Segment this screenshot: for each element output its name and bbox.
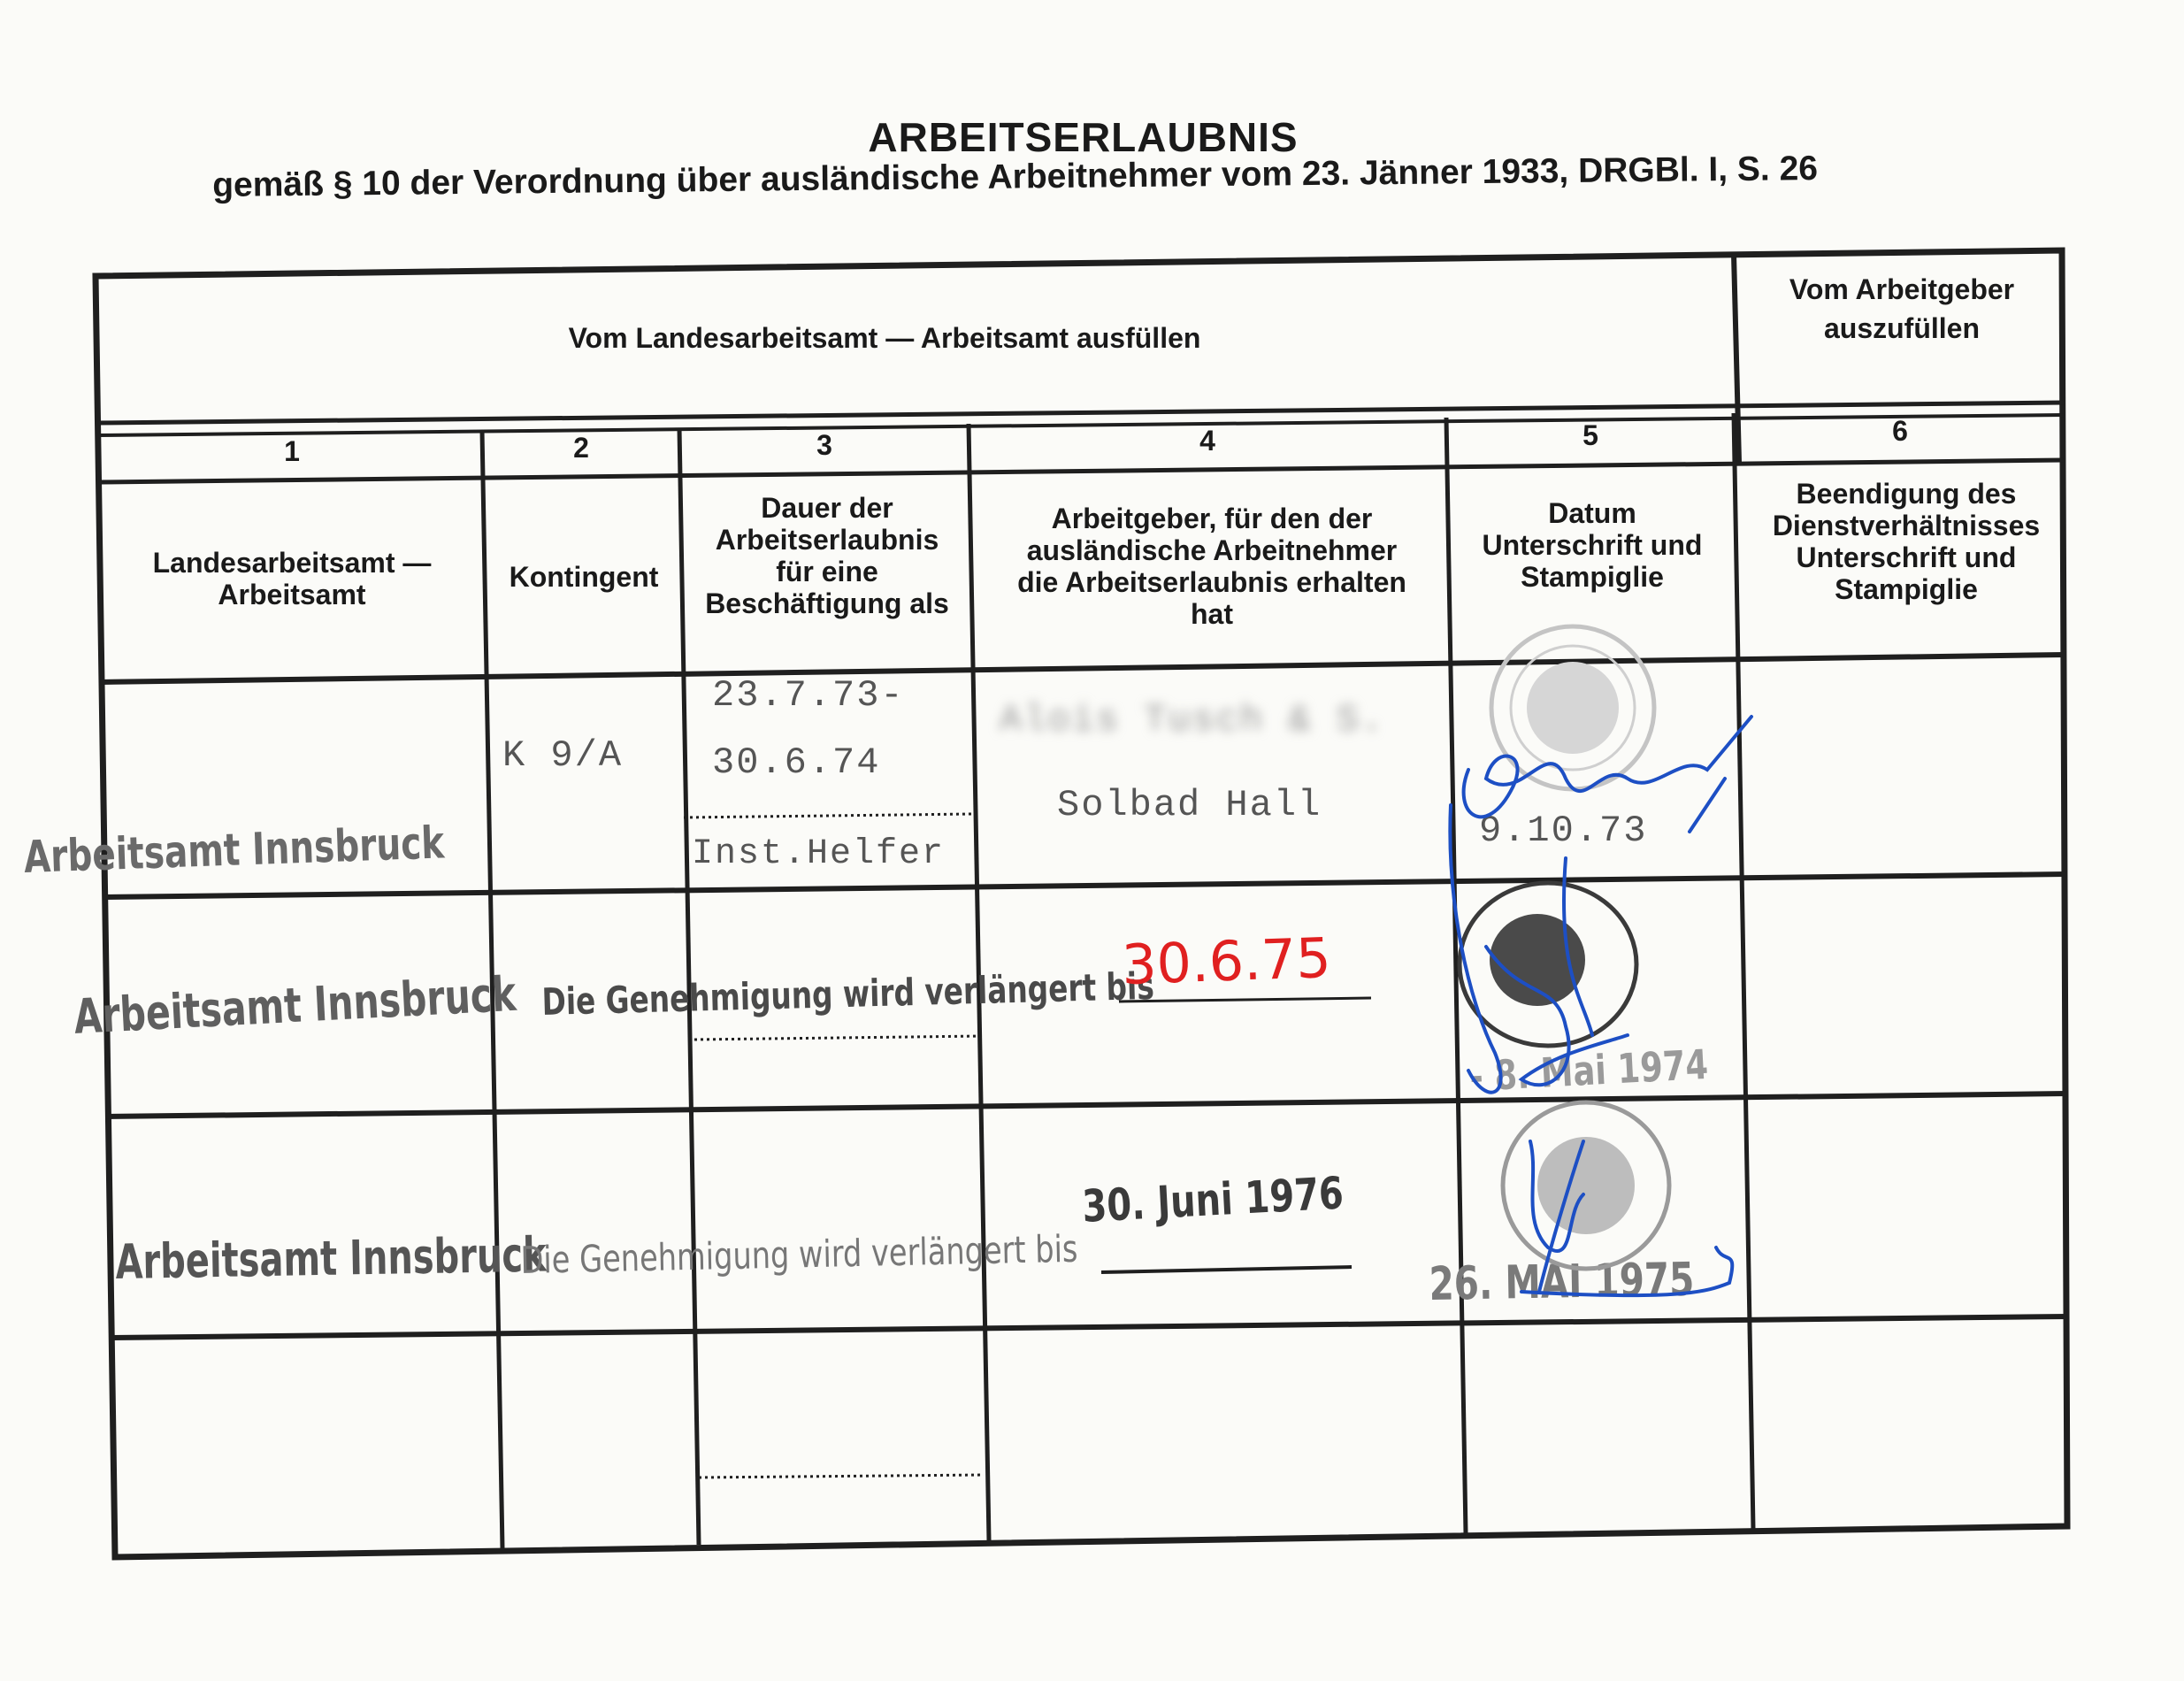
employer-place: Solbad Hall	[1057, 784, 1322, 826]
column-number-6: 6	[1892, 415, 1908, 447]
blue-signature-strokes	[1415, 681, 1787, 1318]
column-header-1: Landesarbeitsamt — Arbeitsamt	[152, 547, 432, 610]
group-header-office: Vom Landesarbeitsamt — Arbeitsamt ausfüllen	[568, 322, 1201, 354]
column-number-2: 2	[573, 432, 589, 464]
stamp-date-row3: 26. MAI 1975	[1429, 1253, 1695, 1311]
office-stamp-row3: Arbeitsamt Innsbruck	[115, 1226, 548, 1290]
extension-text-row3: Die Genehmigung wird verlängert bis	[520, 1226, 1078, 1282]
column-number-3: 3	[816, 429, 832, 461]
extended-until-row2: 30.6.75	[1120, 925, 1332, 998]
column-header-2: Kontingent	[509, 561, 659, 593]
column-header-6: Beendigung des Dienstverhältnisses Unterschrift und Stampiglie	[1772, 478, 2041, 605]
column-header-3: Dauer der Arbeitserlaubnis für eine Beschäftigung als	[705, 492, 949, 619]
column-header-5: Datum Unterschrift und Stampiglie	[1482, 497, 1703, 593]
office-stamp-row2: Arbeitsamt Innsbruck	[73, 965, 517, 1045]
group-header-employer: Vom Arbeitgeber auszufüllen	[1789, 273, 2015, 344]
occupation-value: Inst.Helfer	[692, 834, 946, 874]
employer-name-redacted: Alois Tusch & S.	[1000, 699, 1385, 741]
office-stamp-row1: Arbeitsamt Innsbruck	[23, 817, 446, 883]
document-subtitle: gemäß § 10 der Verordnung über ausländische Arbeitnehmer vom 23. Jänner 1933, DRGBl. I, S. 26	[212, 149, 1819, 204]
column-header-4: Arbeitgeber, für den der ausländische Arbeitnehmer die Arbeitserlaubnis erhalten hat	[1017, 503, 1406, 630]
extension-text-row2: Die Genehmigung wird verlängert bis	[541, 963, 1155, 1024]
date-row1: 9.10.73	[1479, 810, 1648, 852]
duration-to: 30.6.74	[712, 741, 881, 784]
extended-until-row3: 30. Juni 1976	[1081, 1167, 1345, 1232]
duration-from: 23.7.73-	[712, 674, 905, 717]
stamp-date-row2: - 8. Mai 1974	[1468, 1040, 1710, 1101]
column-number-1: 1	[284, 435, 300, 467]
column-number-4: 4	[1199, 425, 1215, 457]
column-number-5: 5	[1582, 419, 1598, 451]
kontingent-value: K 9/A	[502, 734, 624, 777]
document-title: ARBEITSERLAUBNIS	[868, 114, 1299, 160]
